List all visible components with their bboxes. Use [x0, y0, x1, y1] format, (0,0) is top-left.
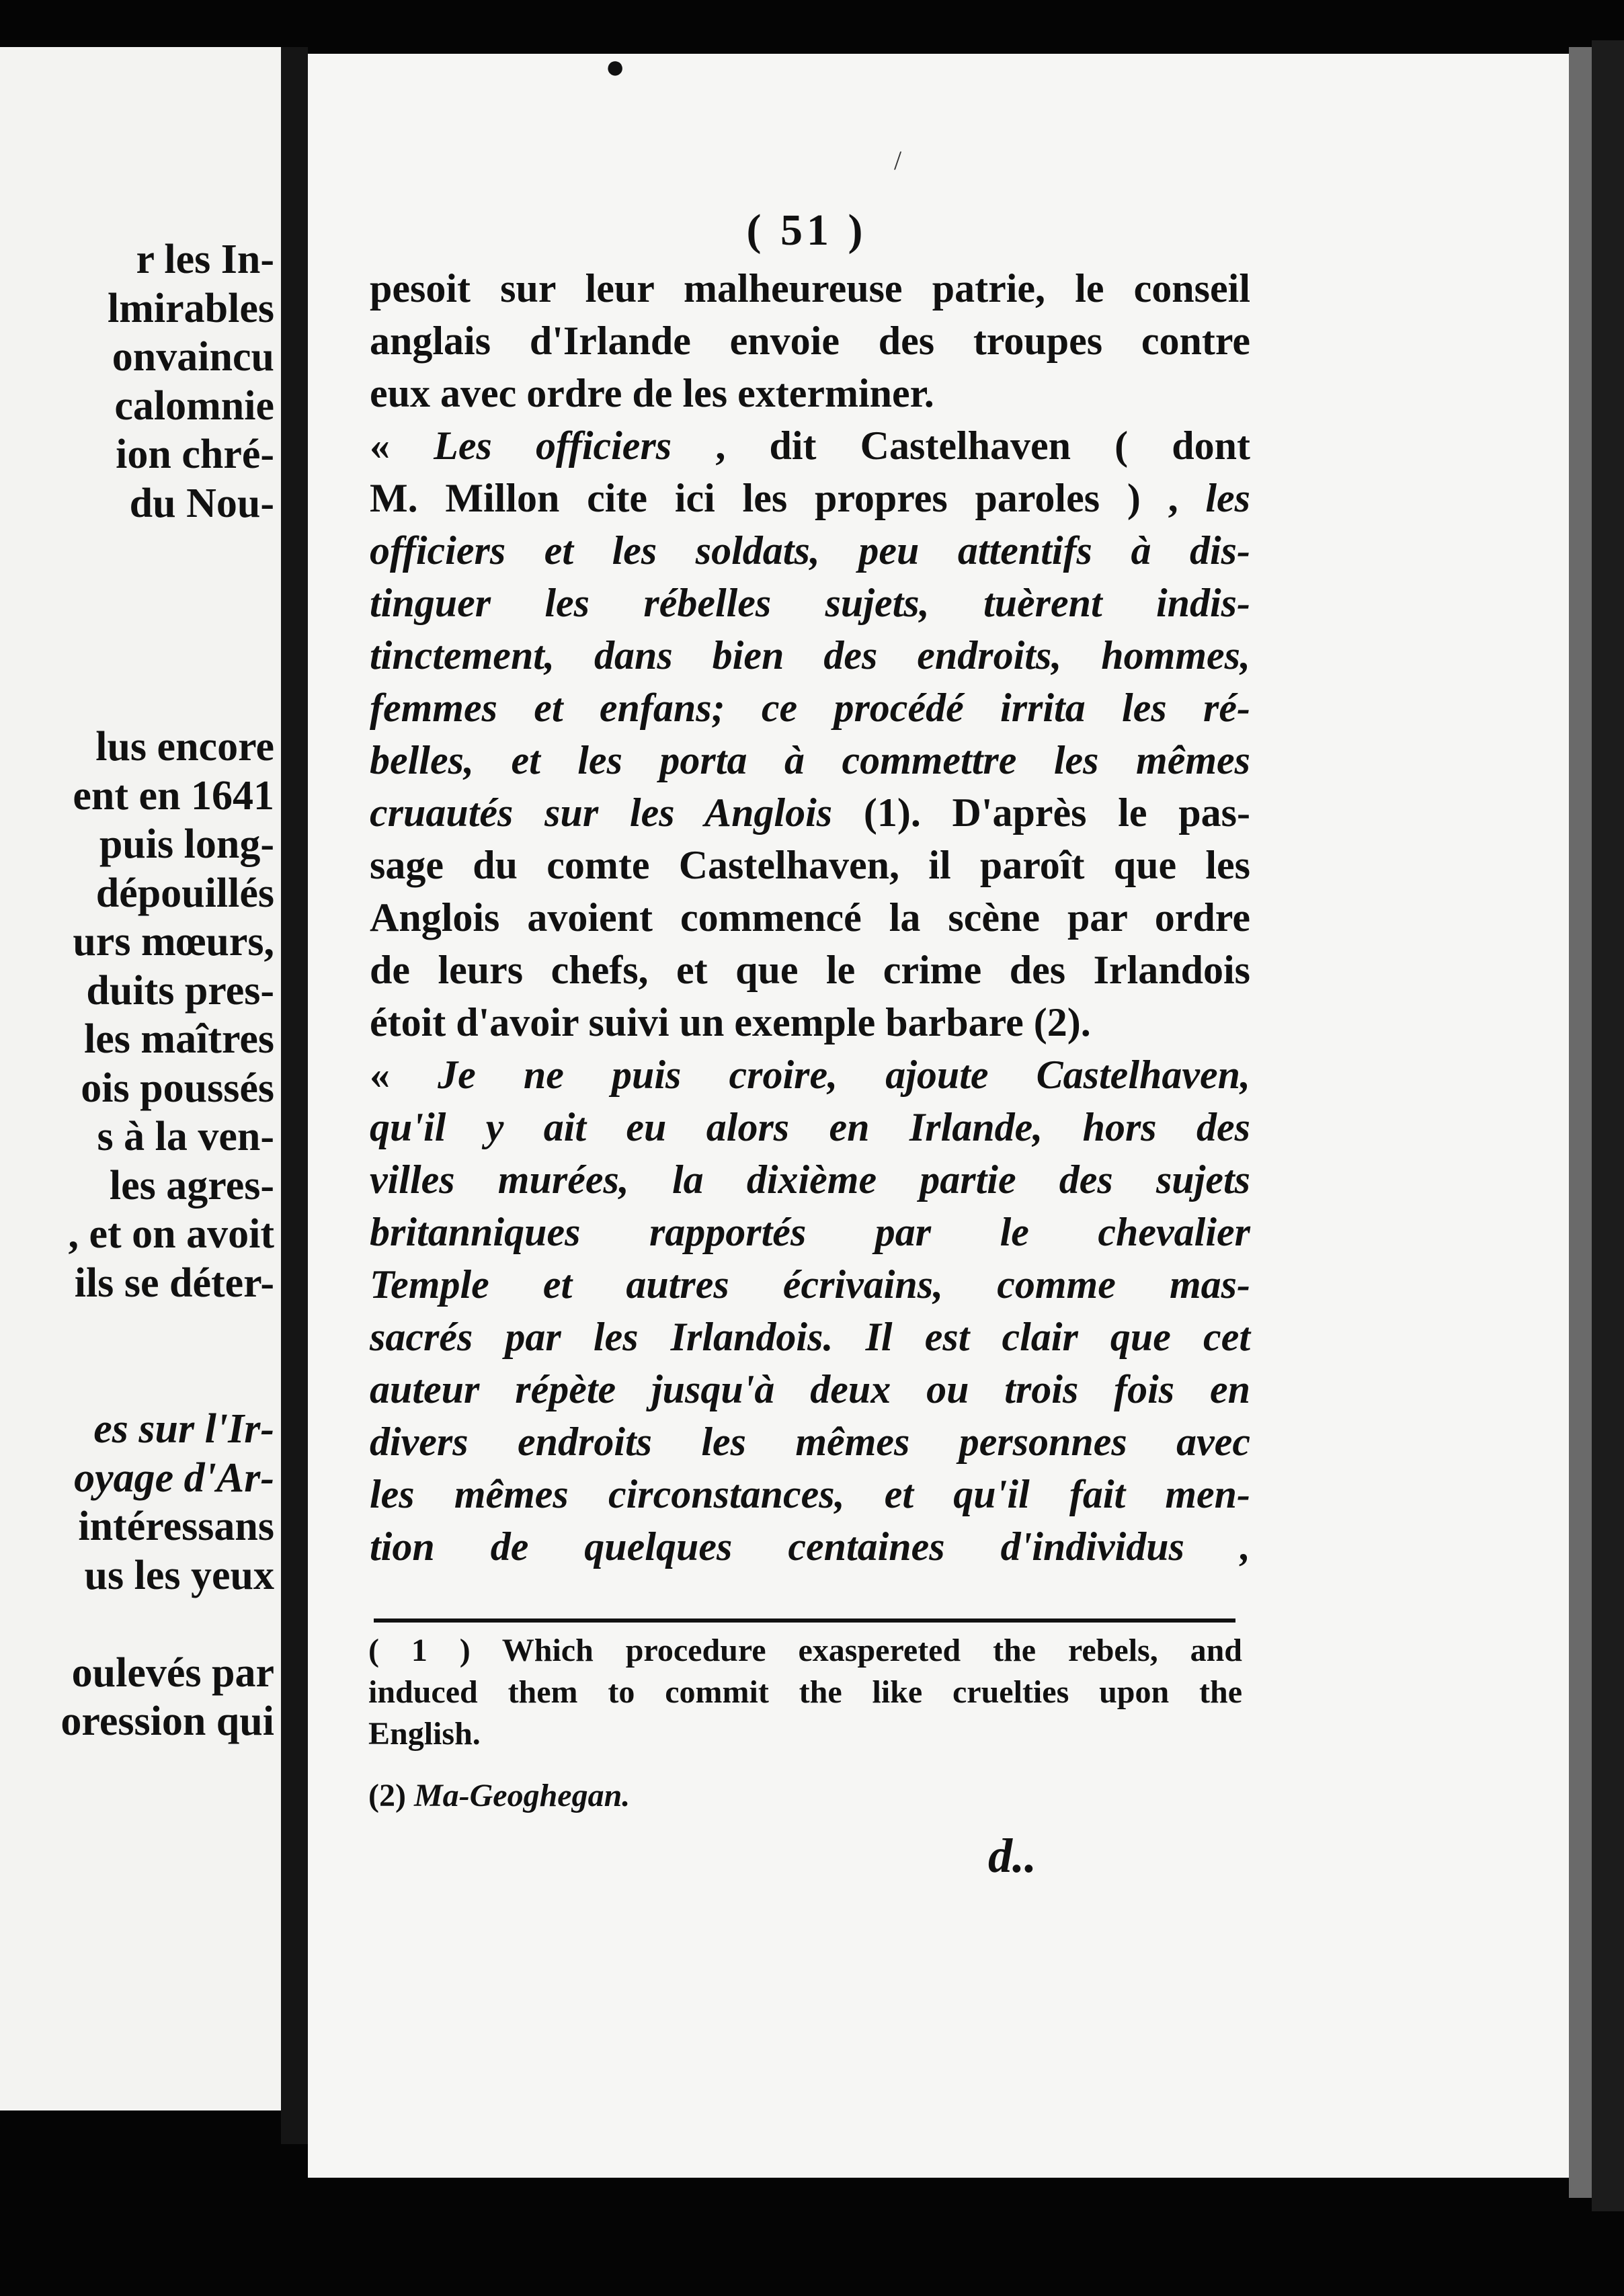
facing-page-line: , et on avoit — [68, 1211, 274, 1257]
body-line — [370, 786, 1250, 839]
facing-page-line: us les yeux — [84, 1552, 274, 1598]
text-segment: « — [370, 423, 434, 468]
facing-page-line: r les In- — [136, 237, 274, 282]
facing-page-line: ent en 1641 — [73, 772, 274, 819]
body-line: tinguer les rébelles sujets, tuèrent indis- — [370, 581, 1250, 625]
facing-page-line: puis long- — [99, 821, 274, 867]
footnote-rule — [374, 1618, 1235, 1623]
italic-segment: Je ne puis croire, ajoute Castelhaven, — [438, 1053, 1250, 1097]
facing-page-line: oyage d'Ar- — [74, 1454, 274, 1501]
facing-page-line: intéressans — [78, 1504, 274, 1549]
page-edge-stack — [1569, 47, 1592, 2198]
book-cover-edge — [1592, 40, 1624, 2211]
body-line: tinctement, dans bien des endroits, hommes, — [370, 633, 1250, 678]
facing-page-line: du Nou- — [129, 480, 274, 526]
facing-page-line: lus encore — [95, 724, 274, 770]
body-line: officiers et les soldats, peu attentifs à dis- — [370, 528, 1250, 573]
body-line — [370, 419, 1250, 472]
body-line — [370, 472, 1250, 524]
text-segment: (2) — [368, 1778, 414, 1813]
facing-page-line: ils se déter- — [74, 1260, 274, 1306]
ink-blot: ● — [605, 48, 626, 85]
body-line: pesoit sur leur malheureuse patrie, le conseil — [370, 266, 1250, 311]
body-line: divers endroits les mêmes personnes avec — [370, 1420, 1250, 1464]
facing-page-line: dépouillés — [95, 870, 274, 916]
footnote-line — [368, 1775, 1242, 1817]
facing-page-line: lmirables — [108, 285, 274, 331]
facing-page-line: ion chré- — [116, 432, 274, 477]
text-segment: (1). D'après le pas- — [832, 790, 1250, 835]
body-line: femmes et enfans; ce procédé irrita les ré- — [370, 686, 1250, 730]
ink-speck: / — [894, 145, 902, 175]
body-line: sacrés par les Irlandois. Il est clair que cet — [370, 1315, 1250, 1359]
body-line: belles, et les porta à commettre les mêmes — [370, 738, 1250, 782]
footnote-line: induced them to commit the like cruelties upon the — [368, 1674, 1242, 1710]
italic-segment: les — [1205, 476, 1250, 520]
footnote-line: English. — [368, 1716, 481, 1752]
body-line: anglais d'Irlande envoie des troupes contre — [370, 319, 1250, 363]
page-number: ( 51 ) — [746, 206, 867, 255]
signature-mark: d.. — [988, 1829, 1037, 1883]
body-line: sage du comte Castelhaven, il paroît que les — [370, 843, 1250, 887]
body-line: britanniques rapportés par le chevalier — [370, 1210, 1250, 1254]
body-line: Temple et autres écrivains, comme mas- — [370, 1262, 1250, 1307]
facing-page-line: les maîtres — [84, 1016, 274, 1062]
footnote-line: ( 1 ) Which procedure exaspereted the rebels, and — [368, 1633, 1242, 1668]
body-line: villes murées, la dixième partie des sujets — [370, 1157, 1250, 1202]
body-line: étoit d'avoir suivi un exemple barbare (2). — [370, 1000, 1091, 1044]
body-line: Anglois avoient commencé la scène par ordre — [370, 895, 1250, 940]
facing-page-line: les agres- — [109, 1162, 274, 1208]
facing-page-line: s à la ven- — [97, 1114, 274, 1159]
body-line: tion de quelques centaines d'individus , — [370, 1524, 1250, 1569]
facing-page-line: es sur l'Ir- — [93, 1406, 274, 1452]
facing-page-line: oulevés par — [71, 1649, 274, 1696]
page-body-text — [370, 262, 1250, 1573]
body-line: les mêmes circonstances, et qu'il fait men- — [370, 1472, 1250, 1516]
facing-page-line: calomnie — [114, 382, 274, 429]
facing-page-line: oression qui — [60, 1698, 274, 1744]
facing-page-line: urs mœurs, — [73, 919, 274, 965]
facing-page-line: onvaincu — [112, 334, 274, 380]
text-segment: M. Millon cite ici les propres paroles ) , — [370, 476, 1206, 520]
text-segment: « — [370, 1053, 438, 1097]
italic-segment: Les officiers — [434, 423, 672, 468]
facing-page-line: ois poussés — [81, 1065, 274, 1111]
body-line: qu'il y ait eu alors en Irlande, hors des — [370, 1105, 1250, 1149]
italic-segment: Ma-Geoghegan. — [413, 1778, 631, 1813]
body-line: de leurs chefs, et que le crime des Irlandois — [370, 948, 1250, 992]
footnotes — [368, 1630, 1242, 1817]
facing-page-line: duits pres- — [86, 967, 274, 1014]
body-line: auteur répète jusqu'à deux ou trois fois en — [370, 1367, 1250, 1411]
italic-segment: cruautés sur les Anglois — [370, 790, 833, 835]
text-segment: , dit Castelhaven ( dont — [672, 423, 1251, 468]
body-line: eux avec ordre de les exterminer. — [370, 371, 934, 415]
book-gutter — [281, 47, 308, 2144]
body-line — [370, 1049, 1250, 1101]
facing-page-fragment — [0, 47, 285, 2110]
